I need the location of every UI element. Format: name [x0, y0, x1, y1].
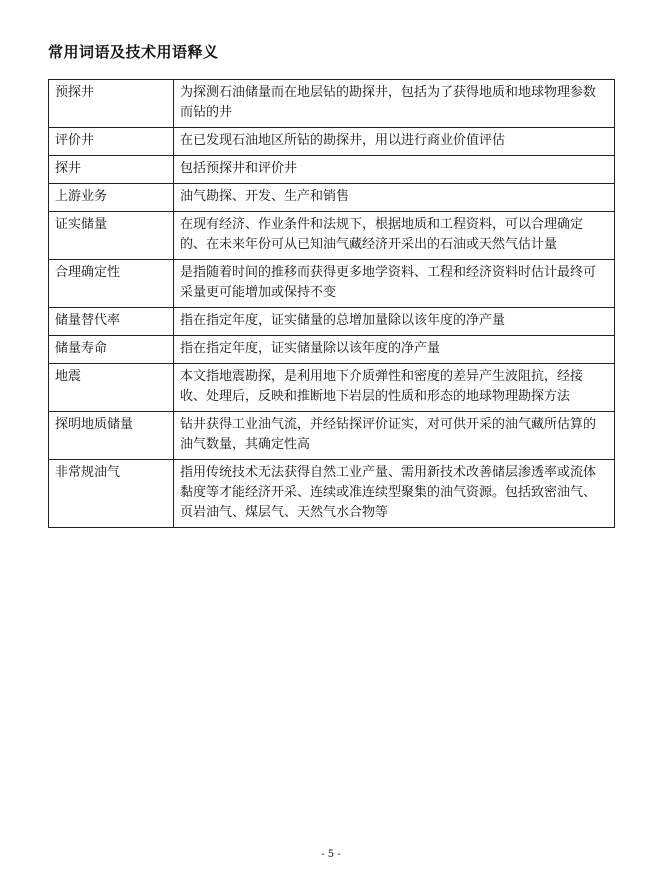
table-row: [49, 308, 615, 336]
table-row: [49, 412, 615, 460]
page-number: - 5 -: [321, 849, 341, 860]
table-row: [49, 80, 615, 128]
term-cell: 上游业务: [49, 184, 174, 212]
definition-cell: 本文指地震勘探，是利用地下介质弹性和密度的差异产生波阻抗，经接收、处理后，反映和推断地下岩层的性质和形态的地球物理勘探方法: [174, 364, 615, 412]
definition-cell: 在现有经济、作业条件和法规下，根据地质和工程资料，可以合理确定的、在未来年份可从已知油气藏经济开采出的石油或天然气估计量: [174, 212, 615, 260]
definition-cell: 指在指定年度，证实储量除以该年度的净产量: [174, 336, 615, 364]
definition-cell: 包括预探井和评价井: [174, 156, 615, 184]
definition-cell: 钻井获得工业油气流，并经钻探评价证实，对可供开采的油气藏所估算的油气数量，其确定性高: [174, 412, 615, 460]
definition-cell: 是指随着时间的推移而获得更多地学资料、工程和经济资料时估计最终可采量更可能增加或保持不变: [174, 260, 615, 308]
page-title: 常用词语及技术用语释义: [48, 43, 219, 61]
term-cell: 合理确定性: [49, 260, 174, 308]
term-cell: 证实储量: [49, 212, 174, 260]
table-row: [49, 260, 615, 308]
definition-cell: 在已发现石油地区所钻的勘探井，用以进行商业价值评估: [174, 128, 615, 156]
term-cell: 储量寿命: [49, 336, 174, 364]
term-cell: 探井: [49, 156, 174, 184]
term-cell: 地震: [49, 364, 174, 412]
term-cell: 预探井: [49, 80, 174, 128]
glossary-table: [48, 79, 615, 528]
table-row: [49, 212, 615, 260]
table-row: [49, 128, 615, 156]
definition-cell: 为探测石油储量而在地层钻的勘探井，包括为了获得地质和地球物理参数而钻的井: [174, 80, 615, 128]
definition-cell: 指用传统技术无法获得自然工业产量、需用新技术改善储层渗透率或流体黏度等才能经济开采、连续或准连续型聚集的油气资源。包括致密油气、页岩油气、煤层气、天然气水合物等: [174, 460, 615, 528]
definition-cell: 指在指定年度，证实储量的总增加量除以该年度的净产量: [174, 308, 615, 336]
term-cell: 评价井: [49, 128, 174, 156]
table-row: [49, 460, 615, 528]
table-row: [49, 184, 615, 212]
definition-cell: 油气勘探、开发、生产和销售: [174, 184, 615, 212]
term-cell: 探明地质储量: [49, 412, 174, 460]
table-row: [49, 336, 615, 364]
table-row: [49, 156, 615, 184]
term-cell: 非常规油气: [49, 460, 174, 528]
table-row: [49, 364, 615, 412]
term-cell: 储量替代率: [49, 308, 174, 336]
